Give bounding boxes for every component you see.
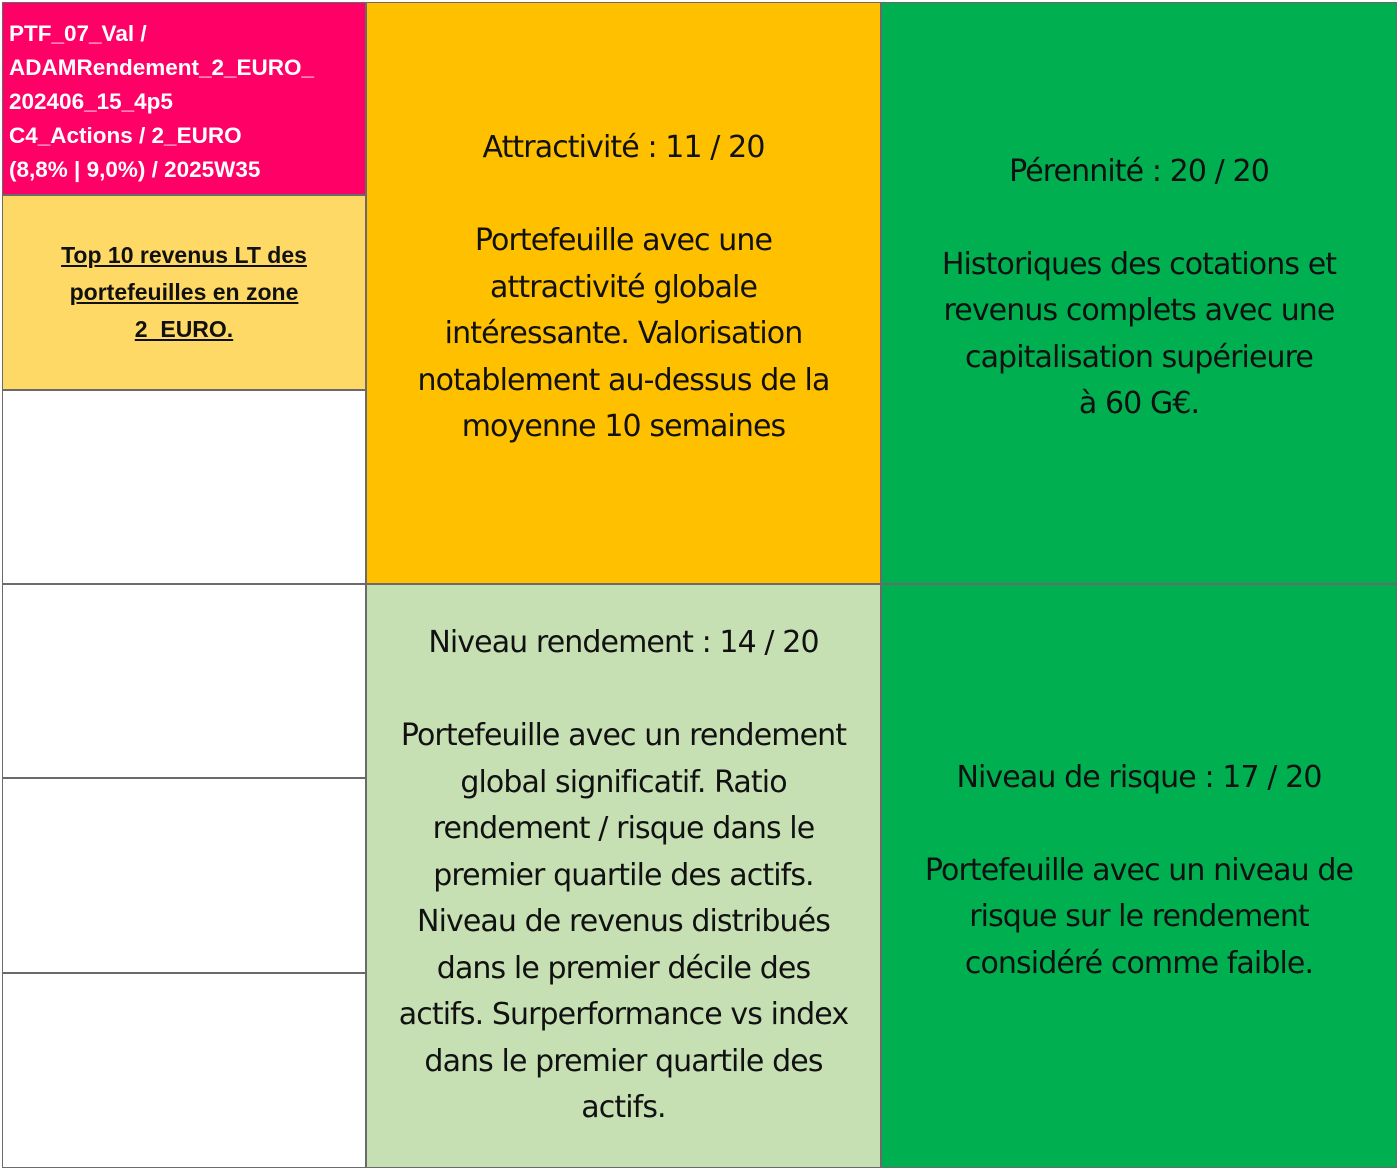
- empty-cell-2: [2, 584, 366, 778]
- attractivite-body: Portefeuille avec une attractivité globale intéressante. Valorisation notablement au-dessus de la moyenne 10 semaines: [417, 223, 830, 445]
- perennite-heading: Pérennité : 20 / 20: [1009, 153, 1269, 189]
- top10-link[interactable]: [61, 237, 307, 348]
- risque-body: Portefeuille avec un niveau de risque sur le rendement considéré comme faible.: [924, 852, 1354, 981]
- top10-line-3: 2_EURO.: [134, 316, 234, 342]
- portfolio-id-cell: [2, 2, 366, 195]
- perennite-body: Historiques des cotations et revenus complets avec une capitalisation supérieure à 60 G€.: [941, 246, 1337, 421]
- portfolio-id-line-1: PTF_07_Val /: [9, 21, 147, 46]
- empty-cell-3: [2, 778, 366, 973]
- portfolio-id-line-2: ADAMRendement_2_EURO_: [9, 55, 315, 80]
- top10-line-2: portefeuilles en zone: [69, 279, 299, 305]
- attractivite-heading: Attractivité : 11 / 20: [482, 130, 765, 166]
- portfolio-id-line-4: C4_Actions / 2_EURO: [9, 123, 242, 148]
- top10-cell: [2, 195, 366, 390]
- risque-heading: Niveau de risque : 17 / 20: [956, 759, 1322, 795]
- empty-cell-1: [2, 390, 366, 584]
- rendement-body: Portefeuille avec un rendement global significatif. Ratio rendement / risque dans le premier quartile des actifs. Niveau de revenus distribués dans le premier décile des actifs. Surperformance vs index dans le premier quartile des actifs.: [398, 718, 849, 1126]
- empty-cell-4: [2, 973, 366, 1168]
- portfolio-id-line-3: 202406_15_4p5: [9, 89, 173, 114]
- rendement-heading: Niveau rendement : 14 / 20: [428, 625, 819, 661]
- portfolio-id-line-5: (8,8% | 9,0%) / 2025W35: [9, 157, 261, 182]
- attractivite-cell: [366, 2, 881, 584]
- perennite-cell: [881, 2, 1397, 584]
- risque-cell: [881, 584, 1397, 1168]
- top10-line-1: Top 10 revenus LT des: [61, 242, 307, 268]
- rendement-cell: [366, 584, 881, 1168]
